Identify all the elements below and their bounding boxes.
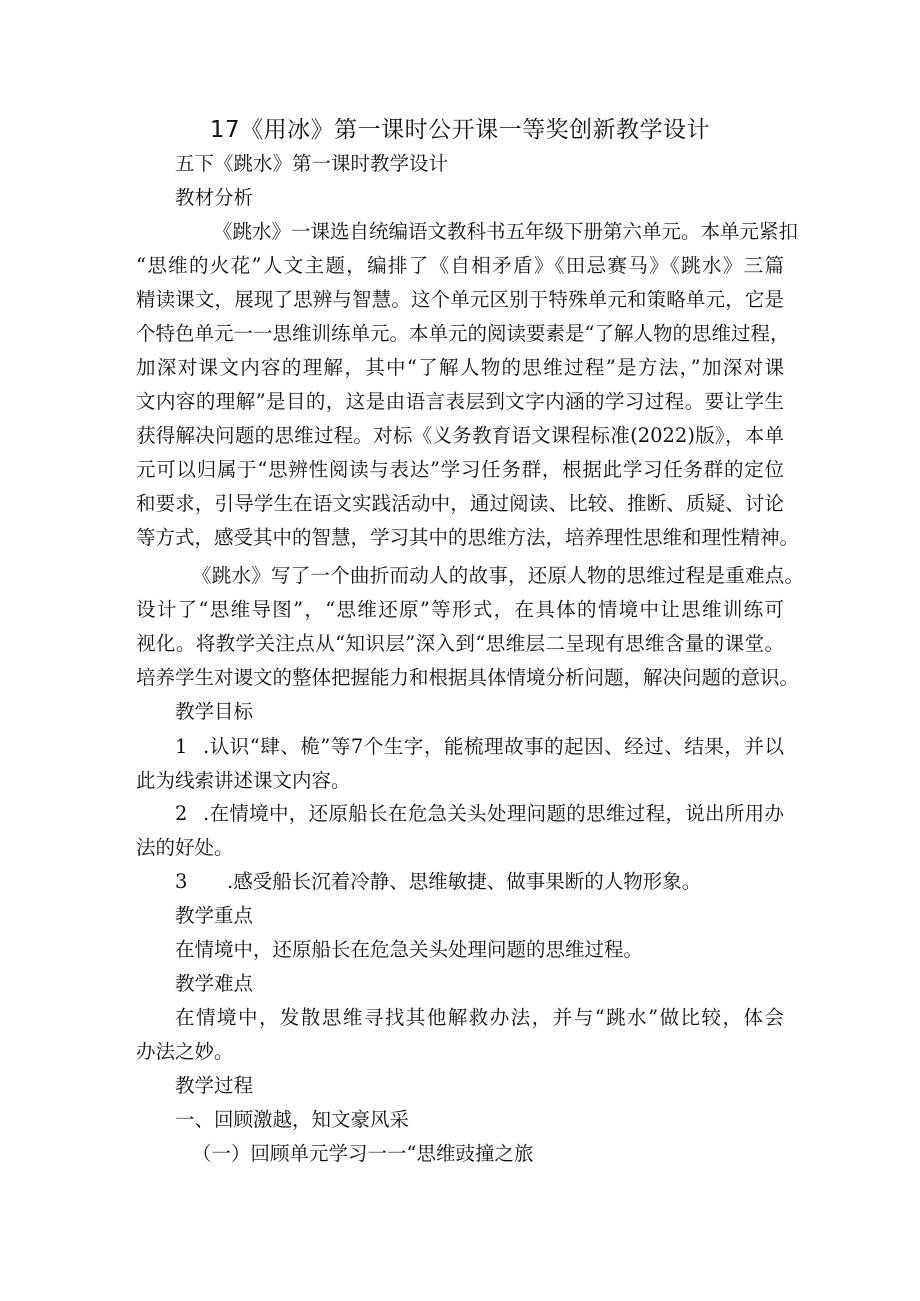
goal-1-text: .认识“肆、桅”等7个生字，能梳理故事的起因、经过、结果，并以 — [203, 735, 784, 758]
goal-1-number: 1 — [175, 735, 188, 758]
heading-teaching-key-points: 教学重点 — [175, 904, 254, 927]
goal-2-text: .在情境中，还原船长在危急关头处理问题的思维过程，说出所用办 — [203, 802, 784, 825]
para1-line: 文内容的理解”是目的，这是由语言表层到文字内涵的学习过程。要让学生 — [136, 390, 784, 413]
para1-line: “思维的火花”人文主题，编排了《自相矛盾》《田忌赛马》《跳水》三篇 — [136, 254, 784, 277]
goal-2-continuation: 法的好处。 — [136, 836, 234, 859]
difficulties-continuation: 办法之妙。 — [136, 1040, 234, 1063]
process-step-1: 一、回顾激越，知文豪风采 — [175, 1108, 410, 1131]
key-points-text: 在情境中，还原船长在危急关头处理问题的思维过程。 — [175, 938, 644, 961]
para2-line: 《跳水》写了一个曲折而动人的故事，还原人物的思维过程是重难点。 — [192, 564, 804, 587]
subtitle: 五下《跳水》第一课时教学设计 — [175, 152, 449, 175]
para1-line: 《跳水》一课选自统编语文教科书五年级下册第六单元。本单元紧扣 — [213, 220, 799, 243]
para1-line: 加深对课文内容的理解，其中“了解人物的思维过程”是方法，”加深对课 — [136, 356, 784, 379]
para2-line: 视化。将教学关注点从“知识层”深入到“思维层二呈现有思维含量的课堂。 — [136, 632, 784, 655]
para1-line: 和要求，引导学生在语文实践活动中，通过阅读、比较、推断、质疑、讨论 — [136, 492, 784, 515]
goal-2-line — [175, 800, 784, 828]
para2-line: 设计了“思维导图”，“思维还原”等形式，在具体的情境中让思维训练可 — [136, 598, 784, 621]
document-title: 17《用冰》第一课时公开课一等奖创新教学设计 — [209, 117, 711, 143]
difficulties-line: 在情境中，发散思维寻找其他解救办法，并与“跳水”做比较，体会 — [175, 1006, 784, 1029]
para1-line: 获得解决问题的思维过程。对标《义务教育语文课程标准(2022)版》，本单 — [136, 424, 784, 447]
para2-line: 培养学生对谡文的整体把握能力和根据具体情境分析问题，解决问题的意识。 — [136, 666, 800, 689]
goal-3-number: 3 — [175, 870, 188, 893]
heading-teaching-process: 教学过程 — [175, 1074, 254, 1097]
para1-line: 元可以归属于“思辨性阅读与表达”学习任务群，根据此学习任务群的定位 — [136, 458, 784, 481]
goal-3-line — [175, 868, 701, 896]
heading-teaching-difficulties: 教学难点 — [175, 972, 254, 995]
heading-material-analysis: 教材分析 — [175, 186, 254, 209]
goal-2-number: 2 — [175, 802, 188, 825]
goal-1-continuation: 此为线索讲述课文内容。 — [136, 769, 351, 792]
goal-3-text: .感受船长沉着冷静、思维敏捷、做事果断的人物形象。 — [227, 870, 702, 893]
para1-line: 个特色单元一一思维训练单元。本单元的阅读要素是“了解人物的思维过程， — [136, 322, 790, 345]
para1-line: 精读课文，展现了思辨与智慧。这个单元区别于特殊单元和策略单元，它是 — [136, 288, 784, 311]
process-substep-1: （一）回顾单元学习一一“思维豉撞之旅 — [192, 1142, 534, 1165]
goal-1-line — [175, 733, 784, 761]
heading-teaching-goals: 教学目标 — [175, 700, 254, 723]
para1-line: 等方式，感受其中的智慧，学习其中的思维方法，培养理性思维和理性精神。 — [136, 526, 800, 549]
